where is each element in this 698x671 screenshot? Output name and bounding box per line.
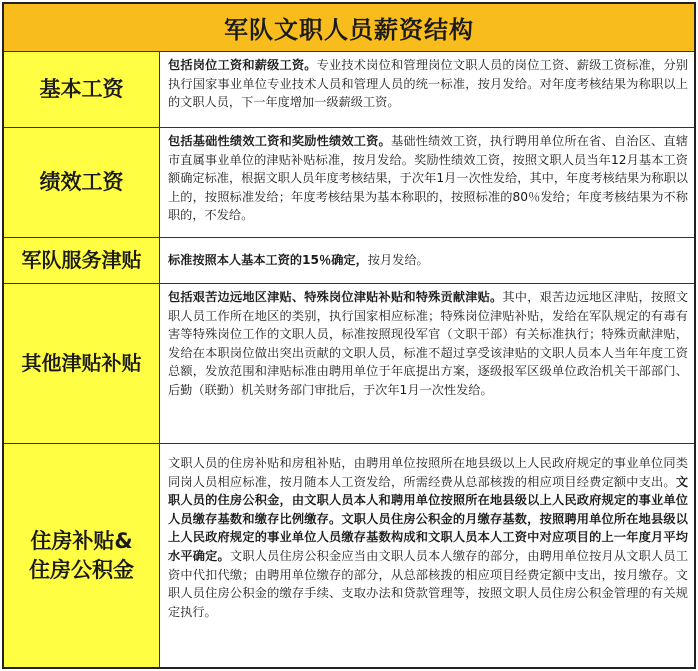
military-allowance-text: 按月发给。	[367, 253, 429, 268]
row-content-performance-pay	[160, 128, 694, 238]
other-allowances-text: 其中，艰苦边远地区津贴，按照文职人员工作所在地区的类别，执行国家相应标准；特殊岗位津贴补贴，发给在军队规定的有毒有害等特殊岗位工作的文职人员，标准按照现役军官（文职干部）有关标准执行；特殊贡献津贴，发给在本职岗位做出突出贡献的文职人员，标准不超过享受该津贴的文职人员本人当年年度工资总额，发放范围和津贴标准由聘用单位于年底提出方案，逐级报军区级单位政治机关干部部门、后勤（联勤）机关财务部门审批后，于次年1月一次性发给。	[168, 290, 689, 397]
performance-pay-bold-text: 包括基础性绩效工资和奖励性绩效工资。	[168, 134, 391, 148]
row-content-basic-salary	[160, 52, 694, 128]
row-content-military-service-allowance	[160, 238, 694, 284]
housing-bold-text: 文职人员的住房公积金，由文职人员本人和聘用单位按照所在地县级以上人民政府规定的事业单位人员缴存基数和缴存比例缴存。文职人员住房公积金的月缴存基数，按照聘用单位所在地县级以上人民政府规定的事业单位人员缴存基数构成和文职人员本人工资中对应项目的上一年度月平均水平确定。	[168, 474, 688, 563]
housing-text-1: 文职人员的住房补贴和房租补贴，由聘用单位按照所在地县级以上人民政府规定的事业单位同类同岗人员相应标准，按月随本人工资发给，所需经费从总部核拨的相应项目经费定额中支出。	[168, 456, 688, 489]
basic-salary-bold-text: 包括岗位工资和薪级工资。	[168, 58, 317, 72]
row-label-housing	[4, 444, 160, 667]
housing-label-line-1: 住房补贴&	[30, 529, 133, 554]
basic-salary-text: 专业技术岗位和管理岗位文职人员的岗位工资、薪级工资标准，分别执行国家事业单位专业技术人员和管理人员的统一标准，按月发给。对年度考核结果为称职以上的文职人员，下一年度增加一级薪级工资。	[168, 58, 689, 110]
housing-label-stack	[29, 527, 134, 584]
row-label-other-allowances: 其他津贴补贴	[4, 284, 160, 444]
row-label-performance-pay: 绩效工资	[4, 128, 160, 238]
housing-label-line-2: 住房公积金	[29, 557, 134, 582]
table-title: 军队文职人员薪资结构	[4, 4, 694, 52]
other-allowances-bold-text: 包括艰苦边远地区津贴、特殊岗位津贴补贴和特殊贡献津贴。	[168, 290, 503, 304]
salary-structure-table	[2, 2, 696, 669]
performance-pay-text: 基础性绩效工资，执行聘用单位所在省、自治区、直辖市直属事业单位的津贴补贴标准，按月发给。奖励性绩效工资，按照文职人员当年12月基本工资额确定标准，根据文职人员年度考核结果，于次年1月一次性发给，其中，年度考核结果为称职以上的，按照标准发给；年度考核结果为基本称职的，按照标准的80％发给；年度考核结果为不称职的，不发给。	[168, 134, 689, 223]
row-content-other-allowances	[160, 284, 694, 444]
row-label-basic-salary: 基本工资	[4, 52, 160, 128]
row-label-military-service-allowance: 军队服务津贴	[4, 238, 160, 284]
row-content-housing	[160, 444, 694, 667]
housing-text-2: 文职人员住房公积金应当由文职人员本人缴存的部分，由聘用单位按月从文职人员工资中代扣代缴；由聘用单位缴存的部分，从总部核拨的相应项目经费定额中支出，按月缴存。文职人员住房公积金的缴存手续、支取办法和贷款管理等，按照文职人员住房公积金管理的有关规定执行。	[168, 548, 689, 619]
military-allowance-bold-text: 标准按照本人基本工资的15％确定，	[168, 253, 368, 268]
